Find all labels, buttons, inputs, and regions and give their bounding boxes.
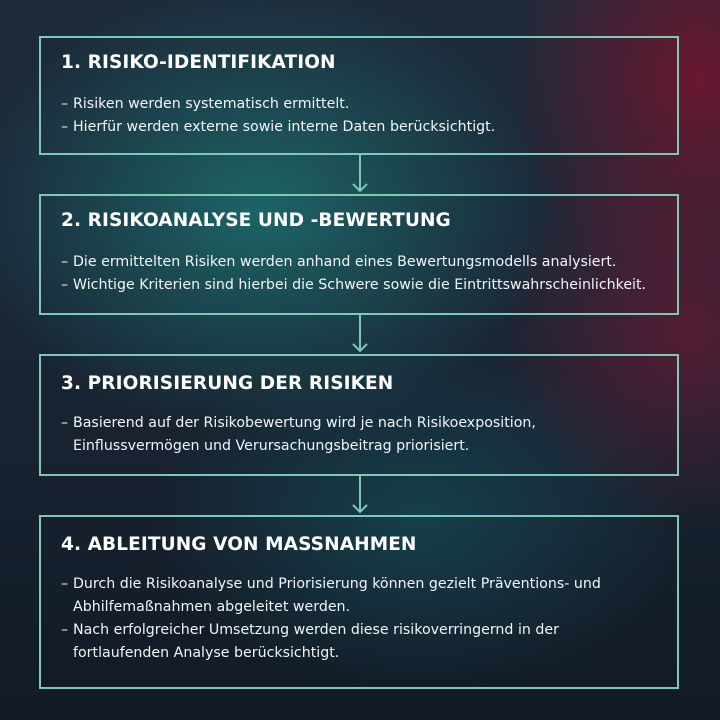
arrow-down-icon: [348, 315, 372, 354]
list-item: [61, 251, 657, 274]
step-list: [61, 93, 657, 139]
list-item-text: fortlaufenden Analyse berücksichtigt.: [73, 645, 340, 661]
step-list: [61, 573, 657, 665]
step-box-risk-prioritization: [39, 354, 679, 476]
bullet-dash: –: [61, 277, 69, 293]
list-item-text: Durch die Risikoanalyse und Priorisierung können gezielt Präventions- und: [73, 576, 601, 592]
list-item-text: Die ermittelten Risiken werden anhand eines Bewertungsmodells analysiert.: [73, 254, 617, 270]
list-item-text: Risiken werden systematisch ermittelt.: [73, 96, 350, 112]
list-item-text: Wichtige Kriterien sind hierbei die Schwere sowie die Eintrittswahrscheinlichkeit.: [73, 277, 647, 293]
step-list: [61, 412, 657, 458]
list-item: [61, 116, 657, 139]
step-box-risk-identification: [39, 36, 679, 155]
arrow-down-icon: [348, 155, 372, 194]
step-title: 1. RISIKO-IDENTIFIKATION: [61, 52, 336, 73]
bullet-dash: –: [61, 254, 69, 270]
step-title: 4. ABLEITUNG VON MASSNAHMEN: [61, 534, 417, 555]
list-item-text: Abhilfemaßnahmen abgeleitet werden.: [73, 599, 351, 615]
step-title: 3. PRIORISIERUNG DER RISIKEN: [61, 373, 394, 394]
bullet-dash: –: [61, 119, 69, 135]
list-item-text: Basierend auf der Risikobewertung wird je nach Risikoexposition,: [73, 415, 536, 431]
list-item-text: Hierfür werden externe sowie interne Daten berücksichtigt.: [73, 119, 496, 135]
list-item: [61, 412, 657, 458]
list-item-text: Nach erfolgreicher Umsetzung werden diese risikoverringernd in der: [73, 622, 559, 638]
bullet-dash: –: [61, 576, 69, 592]
step-title: 2. RISIKOANALYSE UND -BEWERTUNG: [61, 210, 451, 231]
list-item: [61, 274, 657, 297]
list-item: [61, 573, 657, 619]
step-box-risk-analysis: [39, 194, 679, 315]
bullet-dash: –: [61, 415, 69, 431]
bullet-dash: –: [61, 96, 69, 112]
list-item: [61, 93, 657, 116]
step-box-measures: [39, 515, 679, 689]
list-item-text: Einflussvermögen und Verursachungsbeitrag priorisiert.: [73, 438, 470, 454]
bullet-dash: –: [61, 622, 69, 638]
list-item: [61, 619, 657, 665]
step-list: [61, 251, 657, 297]
arrow-down-icon: [348, 476, 372, 515]
